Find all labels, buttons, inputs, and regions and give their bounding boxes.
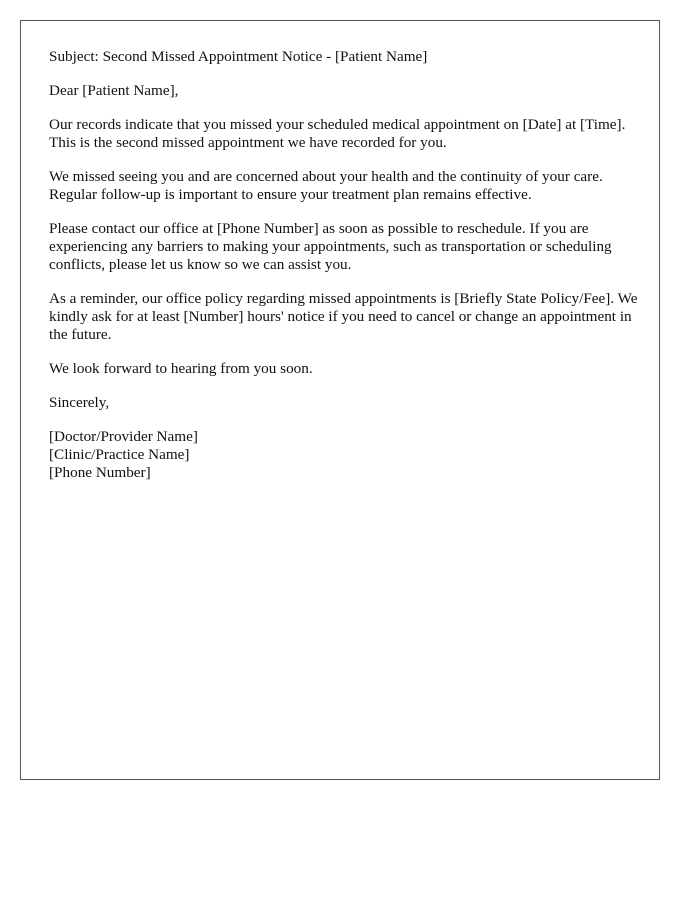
signature-block — [49, 428, 639, 482]
letter-paragraph-concern: We missed seeing you and are concerned about your health and the continuity of your care. Regular follow-up is important to ensure your treatment plan remains effective. — [49, 168, 603, 203]
letter-subject: Subject: Second Missed Appointment Notice - [Patient Name] — [49, 48, 428, 65]
letter-body — [49, 48, 639, 482]
signature-clinic-name: [Clinic/Practice Name] — [49, 446, 190, 463]
letter-paragraph-contact: Please contact our office at [Phone Number] as soon as possible to reschedule. If you are experiencing any barriers to making your appointments, such as transportation or scheduling conflicts, please let us know so we can assist you. — [49, 220, 612, 273]
letter-paragraph-closing-note: We look forward to hearing from you soon. — [49, 360, 313, 377]
signature-phone-number: [Phone Number] — [49, 464, 151, 481]
letter-closing: Sincerely, — [49, 394, 110, 411]
letter-paragraph-policy: As a reminder, our office policy regarding missed appointments is [Briefly State Policy/Fee]. We kindly ask for at least [Number] hours' notice if you need to cancel or change an appointment in the future. — [49, 290, 638, 343]
letter-page — [20, 20, 660, 780]
letter-paragraph-records: Our records indicate that you missed your scheduled medical appointment on [Date] at [Time]. This is the second missed appointment we have recorded for you. — [49, 116, 626, 151]
letter-salutation: Dear [Patient Name], — [49, 82, 179, 99]
signature-provider-name: [Doctor/Provider Name] — [49, 428, 198, 445]
